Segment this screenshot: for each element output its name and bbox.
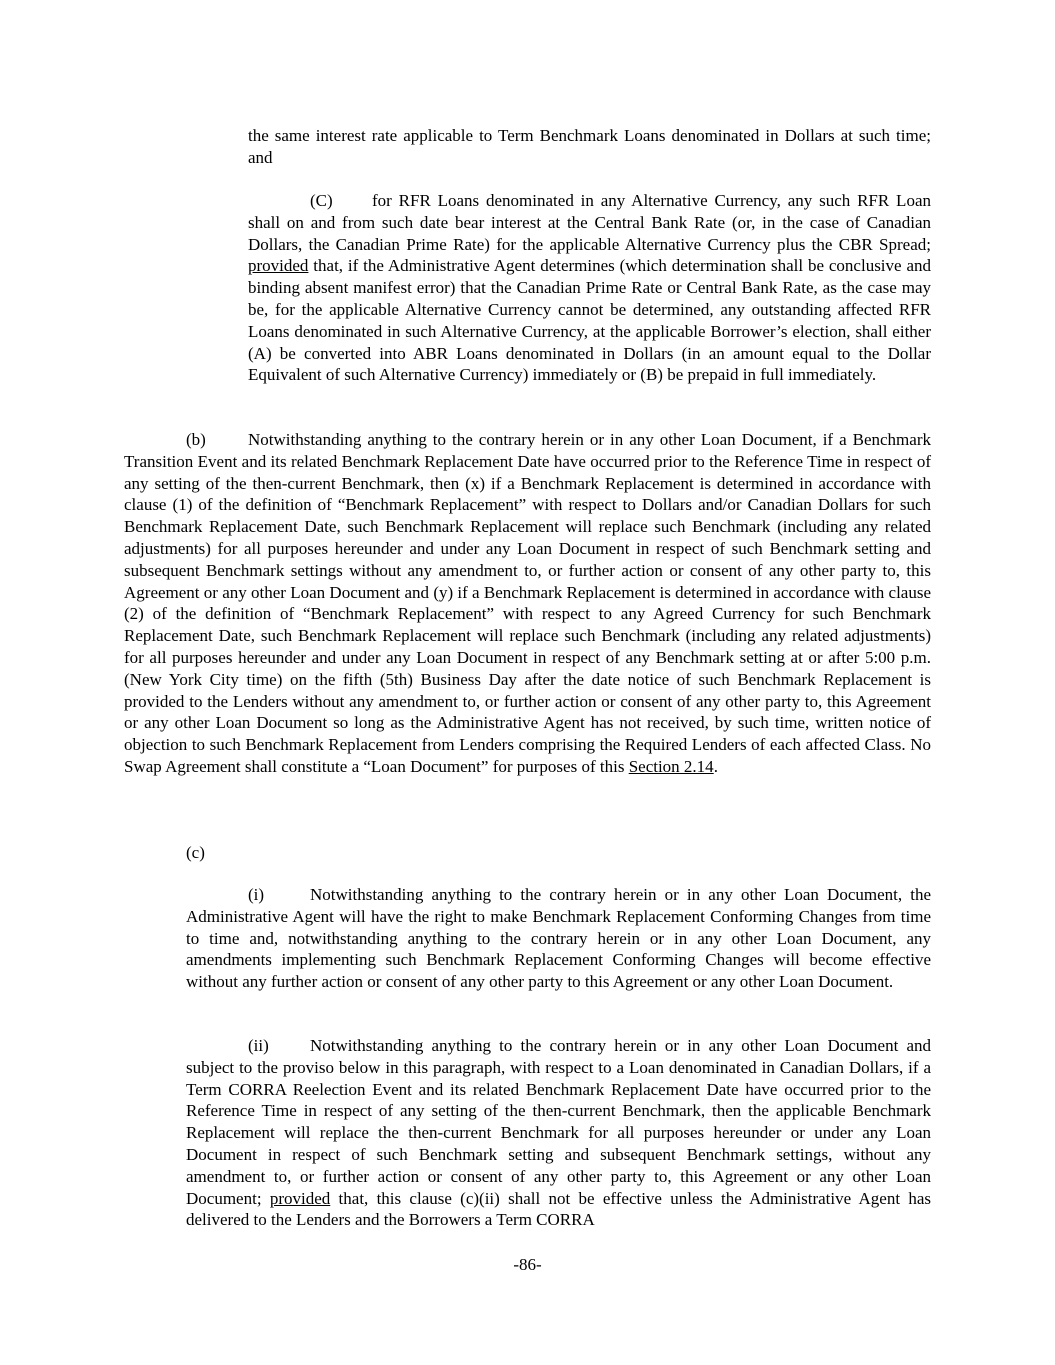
clause-label: (C): [310, 191, 333, 210]
section-reference: Section 2.14: [628, 756, 714, 776]
provided-term: provided: [269, 1188, 331, 1208]
paragraph-text: Notwithstanding anything to the contrary herein or in any other Loan Document and subject to the proviso below in this paragraph, with respect to a Loan denominated in Canadian Dollars, if a Term CORRA Reelection Event and its related Benchmark Replacement Date have occurred prior to the Reference Time in respect of any setting of the then-current Benchmark, then the applicable Benchmark Replacement will replace the then-current Benchmark for all purposes hereunder or under any Loan Document in respect of such Benchmark setting and subsequent Benchmark settings, without any amendment to, or further action or consent of any other party to, this Agreement or any other Loan Document;: [186, 1036, 931, 1208]
provided-term: provided: [248, 256, 309, 276]
paragraph-text: Notwithstanding anything to the contrary herein or in any other Loan Document, the Administrative Agent will have the right to make Benchmark Replacement Conforming Changes from time to time and, notwithstanding anything to the contrary herein or in any other Loan Document, any amendments implementing such Benchmark Replacement Conforming Changes will become effective without any further action or consent of any other party to this Agreement or any other Loan Document.: [186, 885, 931, 992]
paragraph-text: .: [713, 756, 718, 776]
paragraph-a-c: [248, 190, 931, 386]
paragraph-text: Notwithstanding anything to the contrary herein or in any other Loan Document, if a Benchmark Transition Event and its related Benchmark Replacement Date have occurred prior to the Reference Time in respect of any setting of the then-current Benchmark, then (x) if a Benchmark Replacement is determined in accordance with clause (1) of the definition of “Benchmark Replacement” with respect to Dollars and/or Canadian Dollars for such Benchmark Replacement Date, such Benchmark Replacement will replace such Benchmark (including any related adjustments) for all purposes hereunder and under any Loan Document in respect of such Benchmark setting and subsequent Benchmark settings without any amendment to, or further action or consent of any other party to, this Agreement or any other Loan Document and (y) if a Benchmark Replacement is determined in accordance with clause (2) of the definition of “Benchmark Replacement” with respect to any Agreed Currency for such Benchmark Replacement Date, such Benchmark Replacement will replace such Benchmark (including any related adjustments) for all purposes hereunder and under any Loan Document in respect of any Benchmark setting at or after 5:00 p.m. (New York City time) on the fifth (5th) Business Day after the date notice of such Benchmark Replacement is provided to the Lenders without any amendment to, or further action or consent of any other party to, this Agreement or any other Loan Document so long as the Administrative Agent has not received, by such time, written notice of objection to such Benchmark Replacement from Lenders comprising the Required Lenders of each affected Class. No Swap Agreement shall constitute a “Loan Document” for purposes of this: [124, 430, 931, 776]
page-number: -86-: [513, 1255, 542, 1274]
paragraph-text: that, if the Administrative Agent determines (which determination shall be conclusive and binding absent manifest error) that the Canadian Prime Rate or Central Bank Rate, as the case may be, for the applicable Alternative Currency cannot be determined, any outstanding affected RFR Loans denominated in such Alternative Currency, at the applicable Borrower’s election, shall either (A) be converted into ABR Loans denominated in Dollars (in an amount equal to the Dollar Equivalent of such Alternative Currency) immediately or (B) be prepaid in full immediately.: [248, 256, 931, 385]
paragraph-text: for RFR Loans denominated in any Alternative Currency, any such RFR Loan shall on and from such date bear interest at the Central Bank Rate (or, in the case of Canadian Dollars, the Canadian Prime Rate) for the applicable Alternative Currency plus the CBR Spread;: [248, 191, 931, 254]
paragraph-c-i: [186, 884, 931, 993]
paragraph-c-label: [186, 842, 286, 864]
paragraph-a-b-continuation: [248, 125, 931, 169]
paragraph-text: that, this clause (c)(ii) shall not be effective unless the Administrative Agent has delivered to the Lenders and the Borrowers a Term CORRA: [186, 1188, 931, 1230]
clause-label: (b): [186, 430, 206, 449]
clause-label: (i): [248, 885, 265, 904]
clause-label: (ii): [248, 1036, 269, 1055]
paragraph-text: the same interest rate applicable to Term Benchmark Loans denominated in Dollars at such time; and: [248, 126, 931, 167]
paragraph-c-ii: [186, 1035, 931, 1231]
clause-label: (c): [186, 843, 205, 862]
paragraph-b: [124, 429, 931, 778]
